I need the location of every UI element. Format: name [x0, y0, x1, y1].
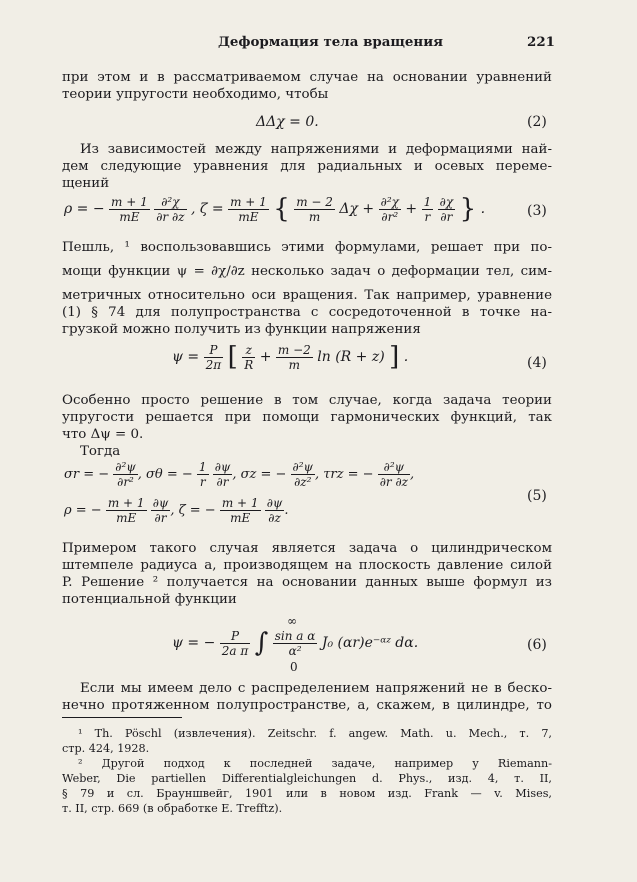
running-header: Деформация тела вращения — [218, 34, 444, 50]
text-line: упругости решается при помощи гармонических функций, так — [62, 410, 552, 425]
footnote-line: ² Другой подход к последней задаче, например у Riemann- — [78, 757, 552, 770]
text-line: при этом и в рассматриваемом случае на основании уравнений — [62, 70, 552, 85]
footnote-line: стр. 424, 1928. — [62, 742, 150, 755]
text-line: Если мы имеем дело с распределением напряжений не в беско- — [80, 681, 552, 696]
footnote-line: § 79 и сл. Брауншвейг, 1901 или в новом изд. Frank — v. Mises, — [62, 787, 552, 800]
text-line: нечно протяженном полупространстве, а, скажем, в цилиндре, то — [62, 698, 552, 713]
text-line: щений — [62, 176, 110, 191]
equation-number: (4) — [527, 355, 547, 371]
equation-number: (3) — [527, 203, 547, 219]
footnote-line: Weber, Die partiellen Differentialgleichungen d. Phys., изд. 4, т. II, — [62, 772, 552, 785]
equation-number: (6) — [527, 637, 547, 653]
text-line: мощи функции ψ = ∂χ/∂z несколько задач о деформации тел, сим- — [62, 264, 552, 279]
footnote-line: т. II, стр. 669 (в обработке E. Trefftz). — [62, 802, 283, 815]
text-line: Особенно просто решение в том случае, когда задача теории — [62, 393, 552, 408]
text-line: (1) § 74 для полупространства с сосредоточенной в точке на- — [62, 305, 552, 320]
equation-number: (2) — [527, 114, 547, 130]
text-line: Примером такого случая является задача о цилиндрическом — [62, 541, 552, 556]
equation-number: (5) — [527, 488, 547, 504]
equation-4: ψ = $\frac{P}{2\pi}$ [ $\frac{z}{R}$ + $\frac{m -2}{m}$ ln (R + z) ] . — [172, 342, 409, 372]
text-line: что Δψ = 0. — [62, 427, 144, 442]
equation-6: ψ = − $\frac{P}{\text{2a π}}$ ∫ $\frac{\text{sin a α}}{\text{α²}}$ J₀ (αr)e⁻ᵅᶻ dα. — [172, 628, 419, 658]
text-line: потенциальной функции — [62, 592, 237, 607]
equation-3: ρ = − $\frac{m + 1}{mE}$ $\frac{\text{∂²χ}}{\partial r \partial z}$ , ζ = $\frac{m + 1}{mE}$ { $\frac{m - 2}{m}$ Δχ + $\frac{\text{∂²χ}}{\text{∂r²}}$ + $\frac{1}{r}$ $\frac{\partial\chi}{\partial r}$ } . — [64, 194, 486, 224]
text-line: P. Решение ² получается на основании данных выше формул из — [62, 575, 552, 590]
text-line: грузкой можно получить из функции напряжения — [62, 322, 421, 337]
equation-5-row-2: ρ = − $\frac{m + 1}{mE}$ $\frac{\partial\psi}{\partial r}$ , ζ = − $\frac{m + 1}{mE}$ $\frac{\partial\psi}{\partial z}$ . — [64, 496, 289, 525]
integral-lower-limit: 0 — [290, 660, 298, 674]
text-line: штемпеле радиуса a, производящем на плоскость давление силой — [62, 558, 552, 573]
page-number: 221 — [527, 34, 555, 50]
text-line: Пешль, ¹ воспользовавшись этими формулами, решает при по- — [62, 240, 552, 255]
footnote-divider — [62, 717, 182, 718]
footnote-line: ¹ Th. Pöschl (извлечения). Zeitschr. f. angew. Math. u. Mech., т. 7, — [78, 727, 552, 740]
equation-5-row-1: σr = − $\frac{\text{∂²ψ}}{\text{∂r²}}$ , σθ = − $\frac{1}{r}$ $\frac{\partial\psi}{\partial r}$ , σz = − $\frac{\text{∂²ψ}}{\text{∂z²}}$ , τrz = − $\frac{\text{∂²ψ}}{\partial r \partial z}$ , — [64, 460, 415, 489]
text-line: Тогда — [80, 444, 121, 459]
text-line: Из зависимостей между напряжениями и деформациями най- — [80, 142, 552, 157]
integral-upper-limit: ∞ — [287, 614, 297, 628]
text-line: метричных относительно оси вращения. Так например, уравнение — [62, 288, 552, 303]
text-line: дем следующие уравнения для радиальных и осевых переме- — [62, 159, 552, 174]
equation-2: ΔΔχ = 0. — [256, 114, 319, 130]
text-line: теории упругости необходимо, чтобы — [62, 87, 329, 102]
